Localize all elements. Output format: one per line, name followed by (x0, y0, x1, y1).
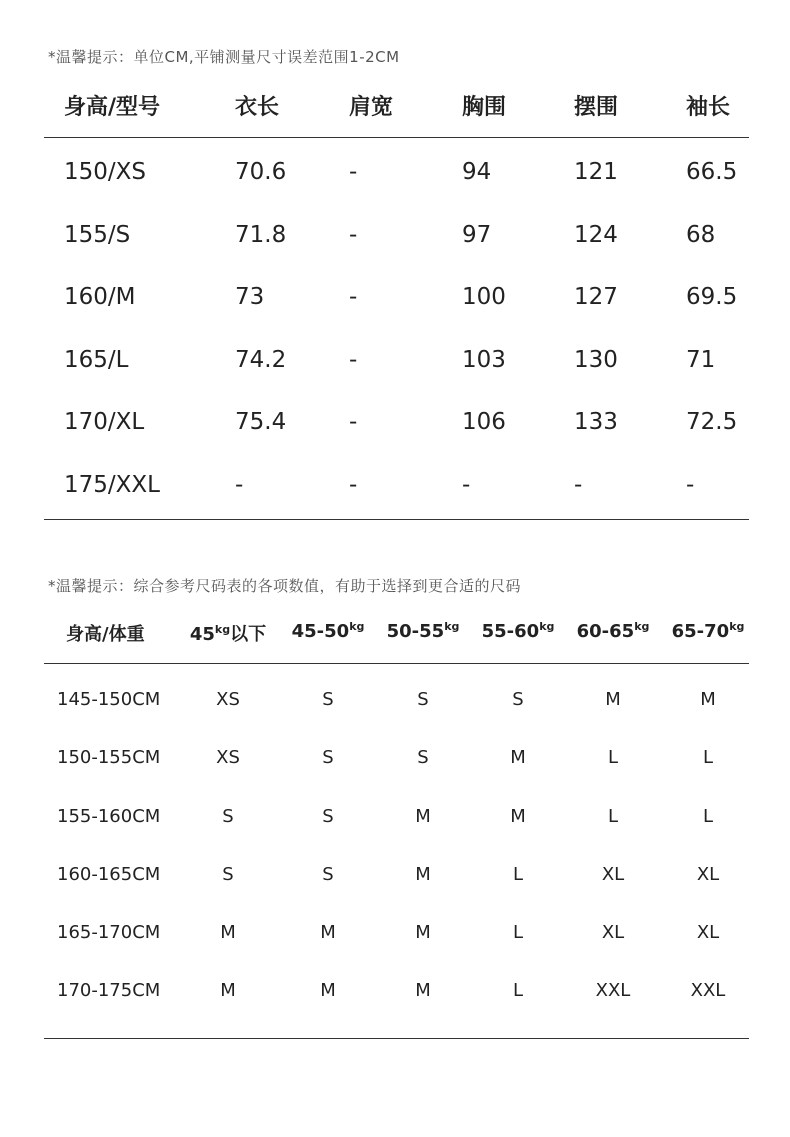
table-cell: 66.5 (686, 159, 738, 185)
header-height-size: 身高/型号 (64, 95, 161, 120)
table-cell: S (417, 747, 429, 769)
table-cell: 73 (235, 284, 265, 310)
header-sleeve: 袖长 (686, 95, 731, 120)
table-cell: 175/XXL (64, 471, 160, 498)
table-cell: L (702, 805, 714, 827)
header-weight-50-55: $50-55^{kg}$ (386, 620, 460, 642)
table-cell: 127 (574, 284, 618, 310)
header-shoulder: 肩宽 (349, 95, 394, 120)
table-cell: M (510, 805, 526, 827)
table-cell: M (320, 980, 336, 1002)
table-cell: L (512, 863, 524, 885)
table-cell: M (605, 689, 621, 710)
table-cell: 150/XS (64, 159, 147, 185)
size-table (44, 80, 749, 520)
table-cell: 103 (462, 346, 506, 373)
fit-table-header (44, 610, 749, 664)
table-cell: - (235, 471, 244, 498)
table-cell: 155/S (64, 221, 131, 248)
table-cell: S (322, 863, 334, 885)
table-cell: S (322, 689, 334, 710)
table-cell: XS (216, 689, 240, 710)
header-weight-65-70: $65-70^{kg}$ (671, 620, 745, 642)
table-cell: M (415, 980, 431, 1002)
table-cell: - (349, 409, 358, 435)
table-cell: 106 (462, 409, 506, 435)
table-cell: L (702, 747, 714, 769)
table-cell: 160/M (64, 284, 136, 310)
size-table-body (44, 138, 749, 520)
table-row (44, 899, 749, 957)
header-weight-45-below: $45^{kg}$以下 (189, 623, 267, 645)
table-cell: S (322, 747, 334, 769)
table-row (44, 391, 749, 454)
fit-table (44, 610, 749, 1039)
table-cell: XL (696, 863, 720, 885)
table-cell: - (349, 284, 358, 310)
table-cell: 74.2 (235, 346, 287, 373)
table-cell: XL (696, 922, 720, 944)
table-cell: 68 (686, 221, 716, 248)
header-weight-55-60: $55-60^{kg}$ (481, 620, 555, 642)
table-row (44, 666, 749, 724)
table-cell: M (220, 980, 236, 1002)
header-length: 衣长 (235, 95, 280, 120)
table-row (44, 204, 749, 267)
table-cell: 150-155CM (57, 747, 161, 769)
table-cell: M (220, 922, 236, 944)
table-cell: 170-175CM (57, 980, 161, 1002)
table-cell: - (462, 471, 471, 498)
table-cell: 165/L (64, 346, 129, 373)
table-cell: 71 (686, 346, 716, 373)
table-cell: XL (601, 863, 625, 885)
table-cell: S (417, 689, 429, 710)
table-row (44, 841, 749, 899)
table-row (44, 329, 749, 392)
table-cell: L (607, 805, 619, 827)
table-cell: - (349, 471, 358, 498)
table-cell: XL (601, 922, 625, 944)
table-cell: 121 (574, 159, 618, 185)
table-cell: S (512, 689, 524, 710)
table-cell: 71.8 (235, 221, 287, 248)
table-cell: M (415, 922, 431, 944)
size-table-header (44, 80, 749, 138)
table-cell: - (349, 159, 358, 185)
table-row (44, 783, 749, 841)
table-cell: 69.5 (686, 284, 738, 310)
table-cell: - (349, 346, 358, 373)
table-cell: M (700, 689, 716, 710)
header-height-weight: 身高/体重 (66, 624, 145, 645)
fit-table-note: *温馨提示：综合参考尺码表的各项数值，有助于选择到更合适的尺码 (48, 577, 522, 595)
table-cell: - (686, 471, 695, 498)
table-cell: L (512, 980, 524, 1002)
table-cell: S (222, 805, 234, 827)
table-cell: 75.4 (235, 409, 287, 435)
table-cell: XXL (690, 980, 726, 1002)
table-row (44, 724, 749, 782)
table-cell: 70.6 (235, 159, 287, 185)
table-cell: 133 (574, 409, 618, 435)
table-cell: M (320, 922, 336, 944)
table-row (44, 141, 749, 204)
table-cell: 130 (574, 346, 618, 373)
table-row (44, 266, 749, 329)
table-cell: 100 (462, 284, 506, 310)
header-weight-45-50: $45-50^{kg}$ (291, 620, 365, 642)
table-cell: 170/XL (64, 409, 145, 435)
table-cell: XXL (595, 980, 631, 1002)
table-cell: XS (216, 747, 240, 769)
table-cell: 145-150CM (57, 689, 161, 710)
table-cell: 160-165CM (57, 863, 161, 885)
table-cell: - (574, 471, 583, 498)
table-cell: 165-170CM (57, 922, 161, 944)
table-cell: S (322, 805, 334, 827)
table-cell: S (222, 863, 234, 885)
size-table-note: *温馨提示：单位CM,平铺测量尺寸误差范围1-2CM (48, 48, 400, 66)
table-cell: L (607, 747, 619, 769)
fit-table-body (44, 664, 749, 1039)
table-cell: - (349, 221, 358, 248)
table-cell: M (415, 805, 431, 827)
table-cell: M (510, 747, 526, 769)
table-cell: L (512, 922, 524, 944)
header-chest: 胸围 (462, 95, 507, 120)
table-cell: 155-160CM (57, 805, 161, 827)
table-row (44, 957, 749, 1015)
header-weight-60-65: $60-65^{kg}$ (576, 620, 650, 642)
table-cell: M (415, 863, 431, 885)
table-cell: 94 (462, 159, 492, 185)
table-row (44, 454, 749, 517)
header-hem: 摆围 (574, 95, 619, 120)
table-cell: 72.5 (686, 409, 738, 435)
table-cell: 97 (462, 221, 492, 248)
table-cell: 124 (574, 221, 618, 248)
